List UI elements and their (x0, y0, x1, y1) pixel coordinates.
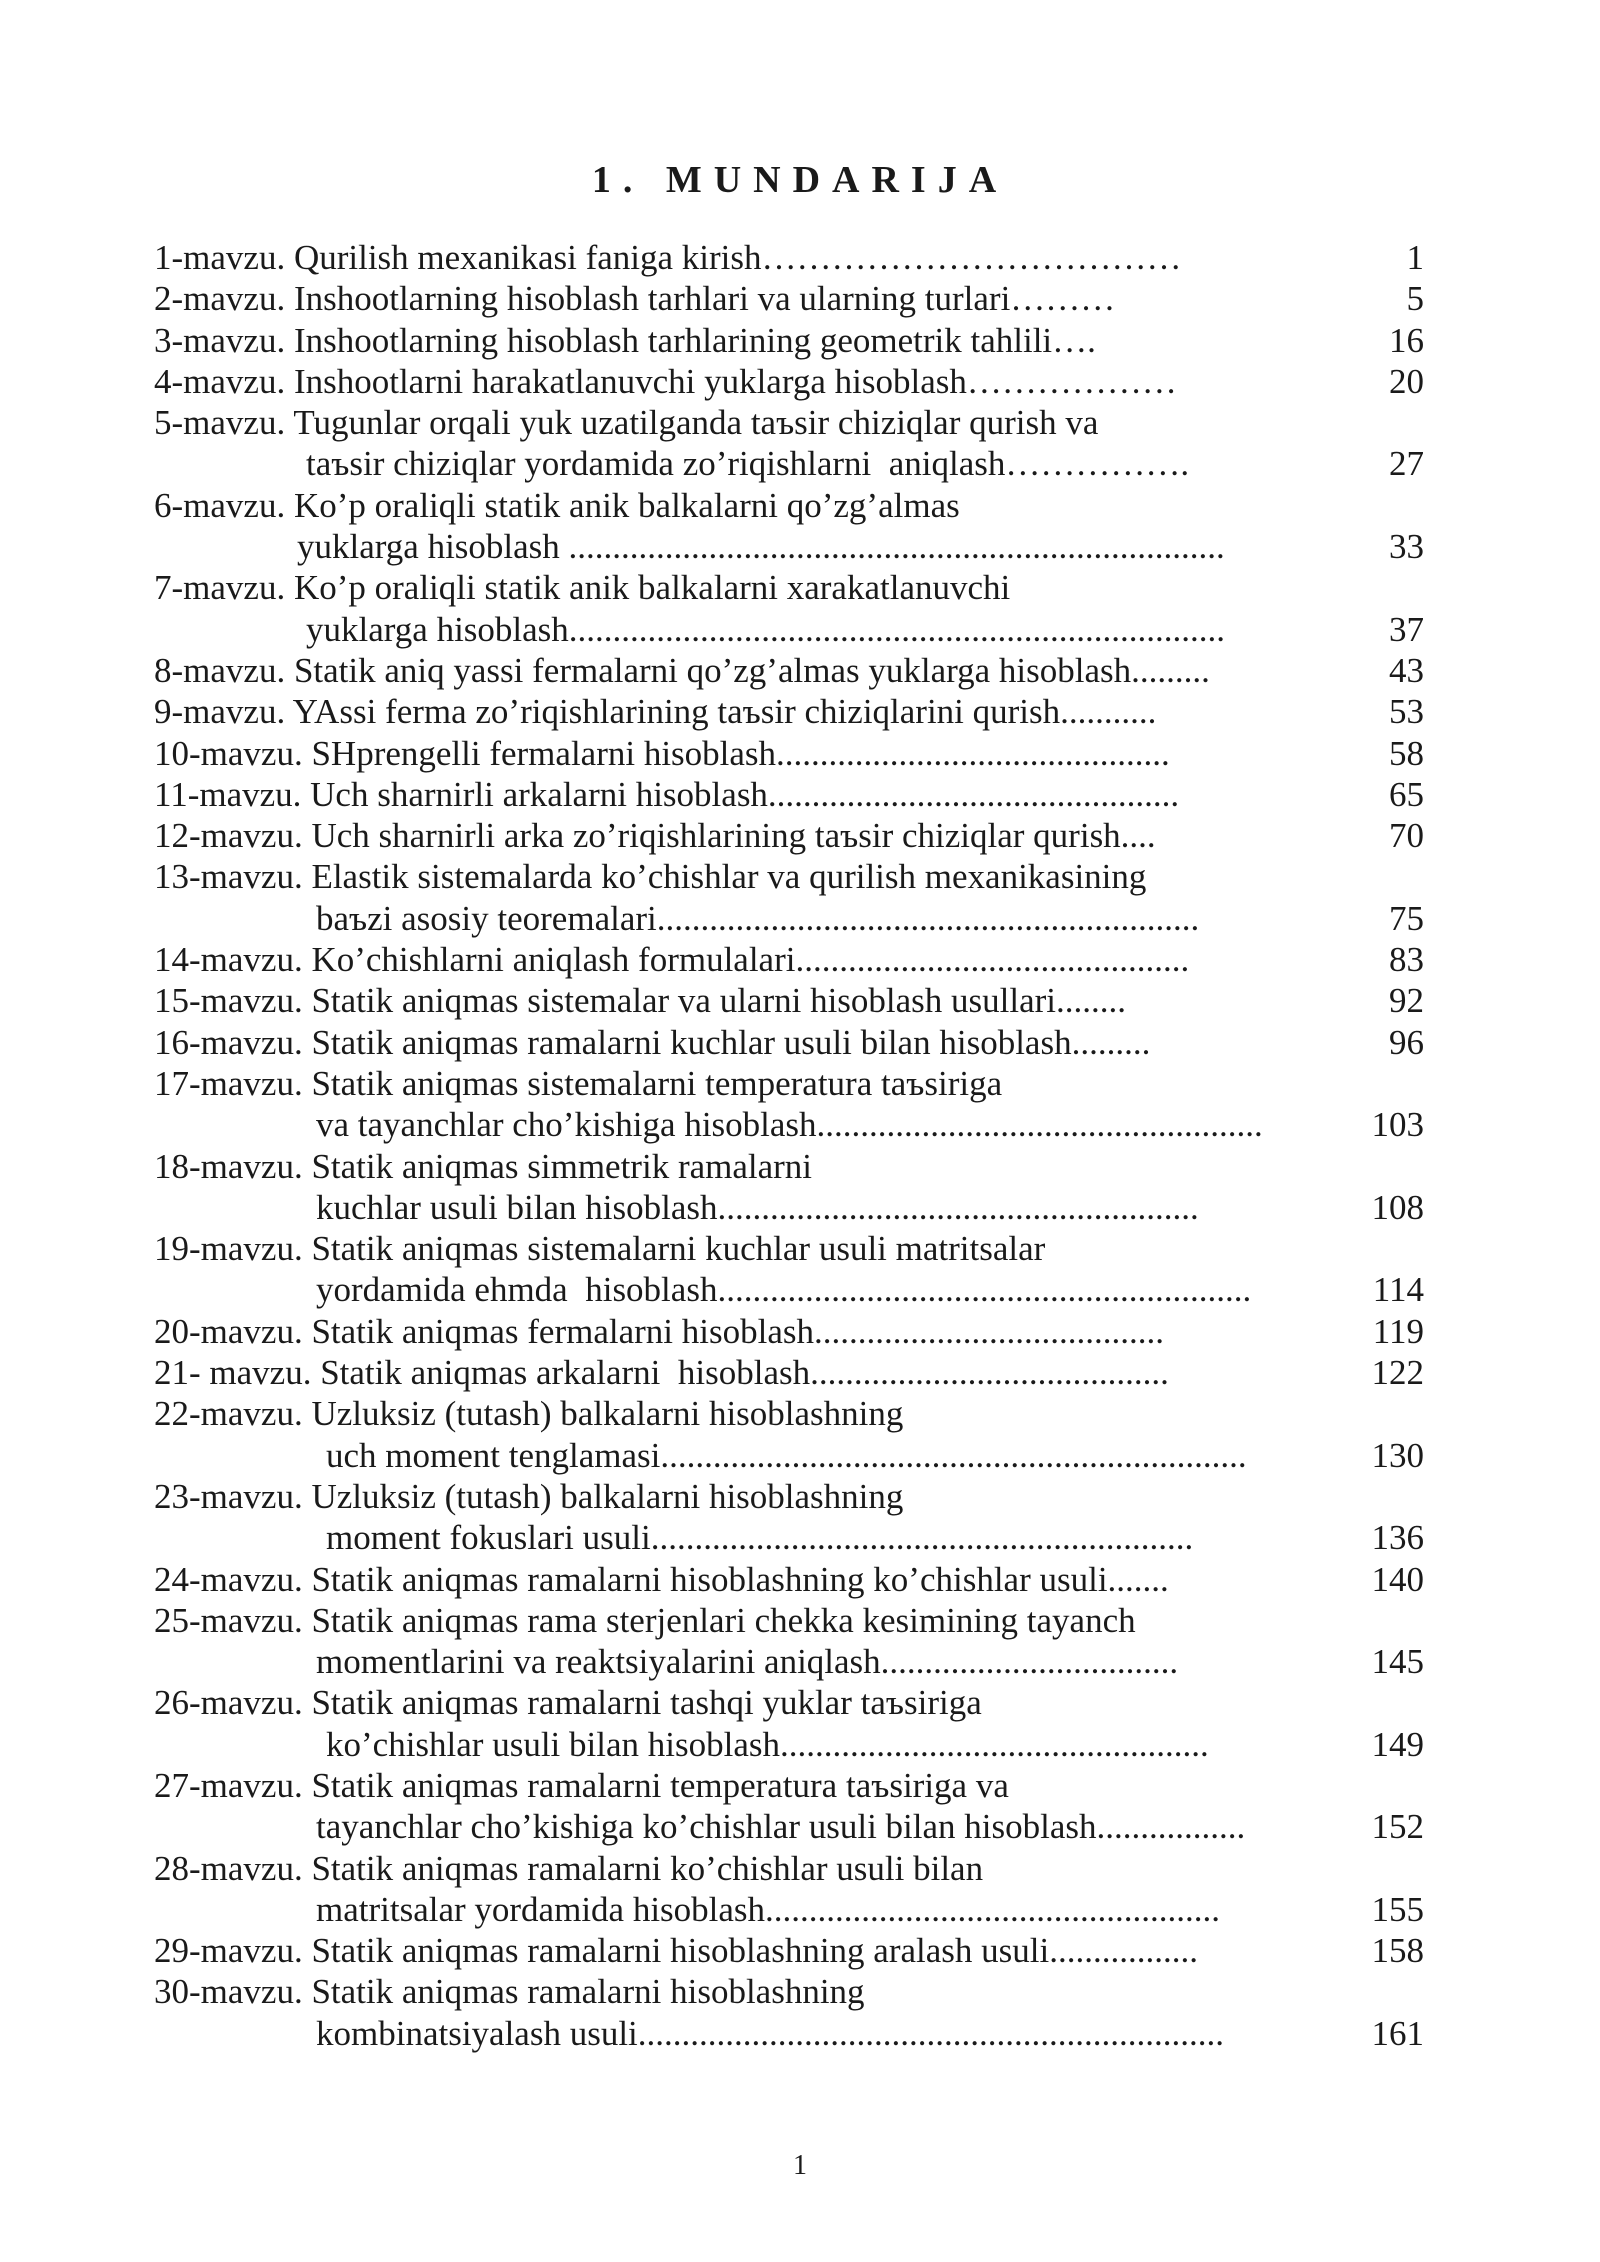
toc-entry (154, 1311, 1424, 1352)
toc-entry (154, 815, 1424, 856)
toc-entry (154, 774, 1424, 815)
toc-page-number: 145 (1371, 1642, 1424, 1682)
toc-entry-title: 8-mavzu. Statik aniq yassi fermalarni qo’zg’almas yuklarga hisoblash......... (154, 650, 1210, 690)
toc-entry (154, 361, 1424, 402)
toc-page-number: 161 (1371, 2013, 1424, 2053)
toc-entry (154, 1848, 1424, 1889)
toc-page-number: 96 (1389, 1022, 1424, 1062)
toc-entry-title: 30-mavzu. Statik aniqmas ramalarni hisoblashning (154, 1972, 865, 2012)
toc-entry (154, 1971, 1424, 2012)
toc-page-number: 33 (1389, 527, 1424, 567)
toc-entry-title: 21- mavzu. Statik aniqmas arkalarni hisoblash......................................... (154, 1353, 1169, 1393)
toc-entry-title: 15-mavzu. Statik aniqmas sistemalar va ularni hisoblash usullari........ (154, 981, 1127, 1021)
toc-entry-continuation (154, 1641, 1424, 1682)
toc-entry-title: 26-mavzu. Statik aniqmas ramalarni tashqi yuklar taъsiriga (154, 1683, 982, 1723)
toc-entry (154, 485, 1424, 526)
toc-entry-title: tayanchlar cho’kishiga ko’chishlar usuli bilan hisoblash................. (316, 1807, 1246, 1847)
toc-entry-title: 25-mavzu. Statik aniqmas rama sterjenlari chekka kesimining tayanch (154, 1600, 1136, 1640)
toc-entry-title: 9-mavzu. YAssi ferma zo’riqishlarining taъsir chiziqlarini qurish........... (154, 692, 1157, 732)
toc-page-number: 83 (1389, 940, 1424, 980)
toc-entry-title: moment fokuslari usuli.............................................................. (326, 1518, 1194, 1558)
toc-page-number: 43 (1389, 650, 1424, 690)
toc-entry-title: 22-mavzu. Uzluksiz (tutash) balkalarni hisoblashning (154, 1394, 904, 1434)
toc-page-number: 152 (1371, 1807, 1424, 1847)
toc-page-number: 155 (1371, 1889, 1424, 1929)
toc-page-number: 149 (1371, 1724, 1424, 1764)
toc-entry-title: matritsalar yordamida hisoblash.................................................... (316, 1889, 1221, 1929)
toc-entry-title: 10-mavzu. SHprengelli fermalarni hisoblash............................................. (154, 733, 1170, 773)
toc-entry-continuation (154, 609, 1424, 650)
toc-entry (154, 1022, 1424, 1063)
toc-entry-title: baъzi asosiy teoremalari.............................................................. (316, 898, 1200, 938)
toc-entry-title: 3-mavzu. Inshootlarning hisoblash tarhlarining geometrik tahlili…. (154, 320, 1096, 360)
toc-entry-title: 19-mavzu. Statik aniqmas sistemalarni kuchlar usuli matritsalar (154, 1229, 1046, 1269)
toc-page-number: 122 (1371, 1353, 1424, 1393)
toc-entry-title: 18-mavzu. Statik aniqmas simmetrik ramalarni (154, 1146, 813, 1186)
toc-entry-continuation (154, 1517, 1424, 1558)
table-of-contents (154, 237, 1424, 2054)
toc-page-number: 20 (1389, 361, 1424, 401)
toc-page-number: 37 (1389, 609, 1424, 649)
toc-entry-title: 16-mavzu. Statik aniqmas ramalarni kuchlar usuli bilan hisoblash......... (154, 1022, 1151, 1062)
toc-entry-title: 27-mavzu. Statik aniqmas ramalarni temperatura taъsiriga va (154, 1765, 1009, 1805)
toc-page-number: 92 (1389, 981, 1424, 1021)
toc-entry (154, 237, 1424, 278)
toc-entry-title: 1-mavzu. Qurilish mexanikasi faniga kirish……………………………… (154, 238, 1182, 277)
toc-entry (154, 1559, 1424, 1600)
toc-entry-continuation (154, 1104, 1424, 1145)
toc-page-number: 53 (1389, 692, 1424, 732)
toc-entry-title: yordamida ehmda hisoblash............................................................. (316, 1270, 1252, 1310)
toc-entry (154, 1600, 1424, 1641)
toc-entry-continuation (154, 526, 1424, 567)
toc-page-number: 5 (1406, 279, 1424, 319)
toc-entry (154, 980, 1424, 1021)
toc-page-number: 27 (1389, 444, 1424, 484)
toc-entry (154, 1352, 1424, 1393)
toc-page-number: 114 (1372, 1270, 1424, 1310)
toc-entry (154, 691, 1424, 732)
toc-entry-title: uch moment tenglamasi................................................................... (326, 1435, 1247, 1475)
toc-entry (154, 650, 1424, 691)
toc-entry-title: ko’chishlar usuli bilan hisoblash................................................. (326, 1724, 1209, 1764)
toc-entry-title: 11-mavzu. Uch sharnirli arkalarni hisoblash............................................... (154, 774, 1180, 814)
toc-entry-title: 23-mavzu. Uzluksiz (tutash) balkalarni hisoblashning (154, 1476, 904, 1516)
toc-entry (154, 402, 1424, 443)
toc-page-number: 65 (1389, 774, 1424, 814)
toc-entry-continuation (154, 1724, 1424, 1765)
toc-entry-title: 2-mavzu. Inshootlarning hisoblash tarhlari va ularning turlari……… (154, 279, 1116, 319)
toc-page-number: 119 (1372, 1311, 1424, 1351)
toc-entry-title: 24-mavzu. Statik aniqmas ramalarni hisoblashning ko’chishlar usuli....... (154, 1559, 1169, 1599)
toc-entry (154, 856, 1424, 897)
toc-entry (154, 1930, 1424, 1971)
toc-page-number: 70 (1389, 816, 1424, 856)
toc-entry (154, 567, 1424, 608)
toc-entry (154, 1682, 1424, 1723)
toc-entry (154, 1063, 1424, 1104)
toc-entry-title: taъsir chiziqlar yordamida zo’riqishlarni aniqlash……………. (306, 444, 1190, 484)
toc-page-number: 75 (1389, 898, 1424, 938)
toc-entry-title: 20-mavzu. Statik aniqmas fermalarni hisoblash........................................ (154, 1311, 1164, 1351)
toc-entry (154, 1393, 1424, 1434)
toc-entry-continuation (154, 1435, 1424, 1476)
toc-entry-continuation (154, 443, 1424, 484)
toc-page-number: 16 (1389, 320, 1424, 360)
toc-entry-continuation (154, 1269, 1424, 1310)
toc-entry-title: yuklarga hisoblash........................................................................... (306, 609, 1226, 649)
toc-entry-title: kuchlar usuli bilan hisoblash....................................................... (316, 1187, 1199, 1227)
toc-entry-continuation (154, 2013, 1424, 2054)
toc-entry-title: 5-mavzu. Tugunlar orqali yuk uzatilganda taъsir chiziqlar qurish va (154, 403, 1099, 443)
toc-entry-title: 29-mavzu. Statik aniqmas ramalarni hisoblashning aralash usuli................. (154, 1931, 1198, 1971)
toc-entry-title: 14-mavzu. Ko’chishlarni aniqlash formulalari............................................. (154, 940, 1190, 980)
toc-entry-title: 7-mavzu. Ko’p oraliqli statik anik balkalarni xarakatlanuvchi (154, 568, 1011, 608)
toc-entry (154, 1765, 1424, 1806)
toc-entry-title: momentlarini va reaktsiyalarini aniqlash.................................. (316, 1642, 1179, 1682)
page-title: 1. MUNDARIJA (591, 159, 1009, 201)
toc-entry (154, 320, 1424, 361)
toc-entry-continuation (154, 1806, 1424, 1847)
toc-entry-title: 6-mavzu. Ko’p oraliqli statik anik balkalarni qo’zg’almas (154, 485, 960, 525)
toc-entry (154, 733, 1424, 774)
toc-page-number: 103 (1371, 1105, 1424, 1145)
toc-entry-continuation (154, 1889, 1424, 1930)
toc-entry-title: 13-mavzu. Elastik sistemalarda ko’chishlar va qurilish mexanikasining (154, 857, 1147, 897)
toc-entry (154, 278, 1424, 319)
toc-entry-title: yuklarga hisoblash ........................................................................... (297, 527, 1225, 567)
toc-page-number: 130 (1371, 1435, 1424, 1475)
toc-page-number: 140 (1371, 1559, 1424, 1599)
toc-entry (154, 1476, 1424, 1517)
toc-entry (154, 1228, 1424, 1269)
toc-page-number: 108 (1371, 1187, 1424, 1227)
toc-entry-title: 17-mavzu. Statik aniqmas sistemalarni temperatura taъsiriga (154, 1063, 1003, 1103)
toc-entry-title: va tayanchlar cho’kishiga hisoblash................................................... (316, 1105, 1263, 1145)
toc-entry-continuation (154, 1187, 1424, 1228)
page-number: 1 (793, 2150, 807, 2181)
toc-entry (154, 939, 1424, 980)
toc-entry-continuation (154, 898, 1424, 939)
toc-entry-title: kombinatsiyalash usuli................................................................... (316, 2013, 1225, 2053)
toc-entry-title: 4-mavzu. Inshootlarni harakatlanuvchi yuklarga hisoblash……………… (154, 361, 1177, 401)
toc-page-number: 1 (1406, 238, 1424, 277)
toc-entry-title: 28-mavzu. Statik aniqmas ramalarni ko’chishlar usuli bilan (154, 1848, 984, 1888)
toc-entry (154, 1146, 1424, 1187)
toc-page-number: 158 (1371, 1931, 1424, 1971)
toc-entry-title: 12-mavzu. Uch sharnirli arka zo’riqishlarining taъsir chiziqlar qurish.... (154, 816, 1156, 856)
toc-page-number: 136 (1371, 1518, 1424, 1558)
toc-page-number: 58 (1389, 733, 1424, 773)
